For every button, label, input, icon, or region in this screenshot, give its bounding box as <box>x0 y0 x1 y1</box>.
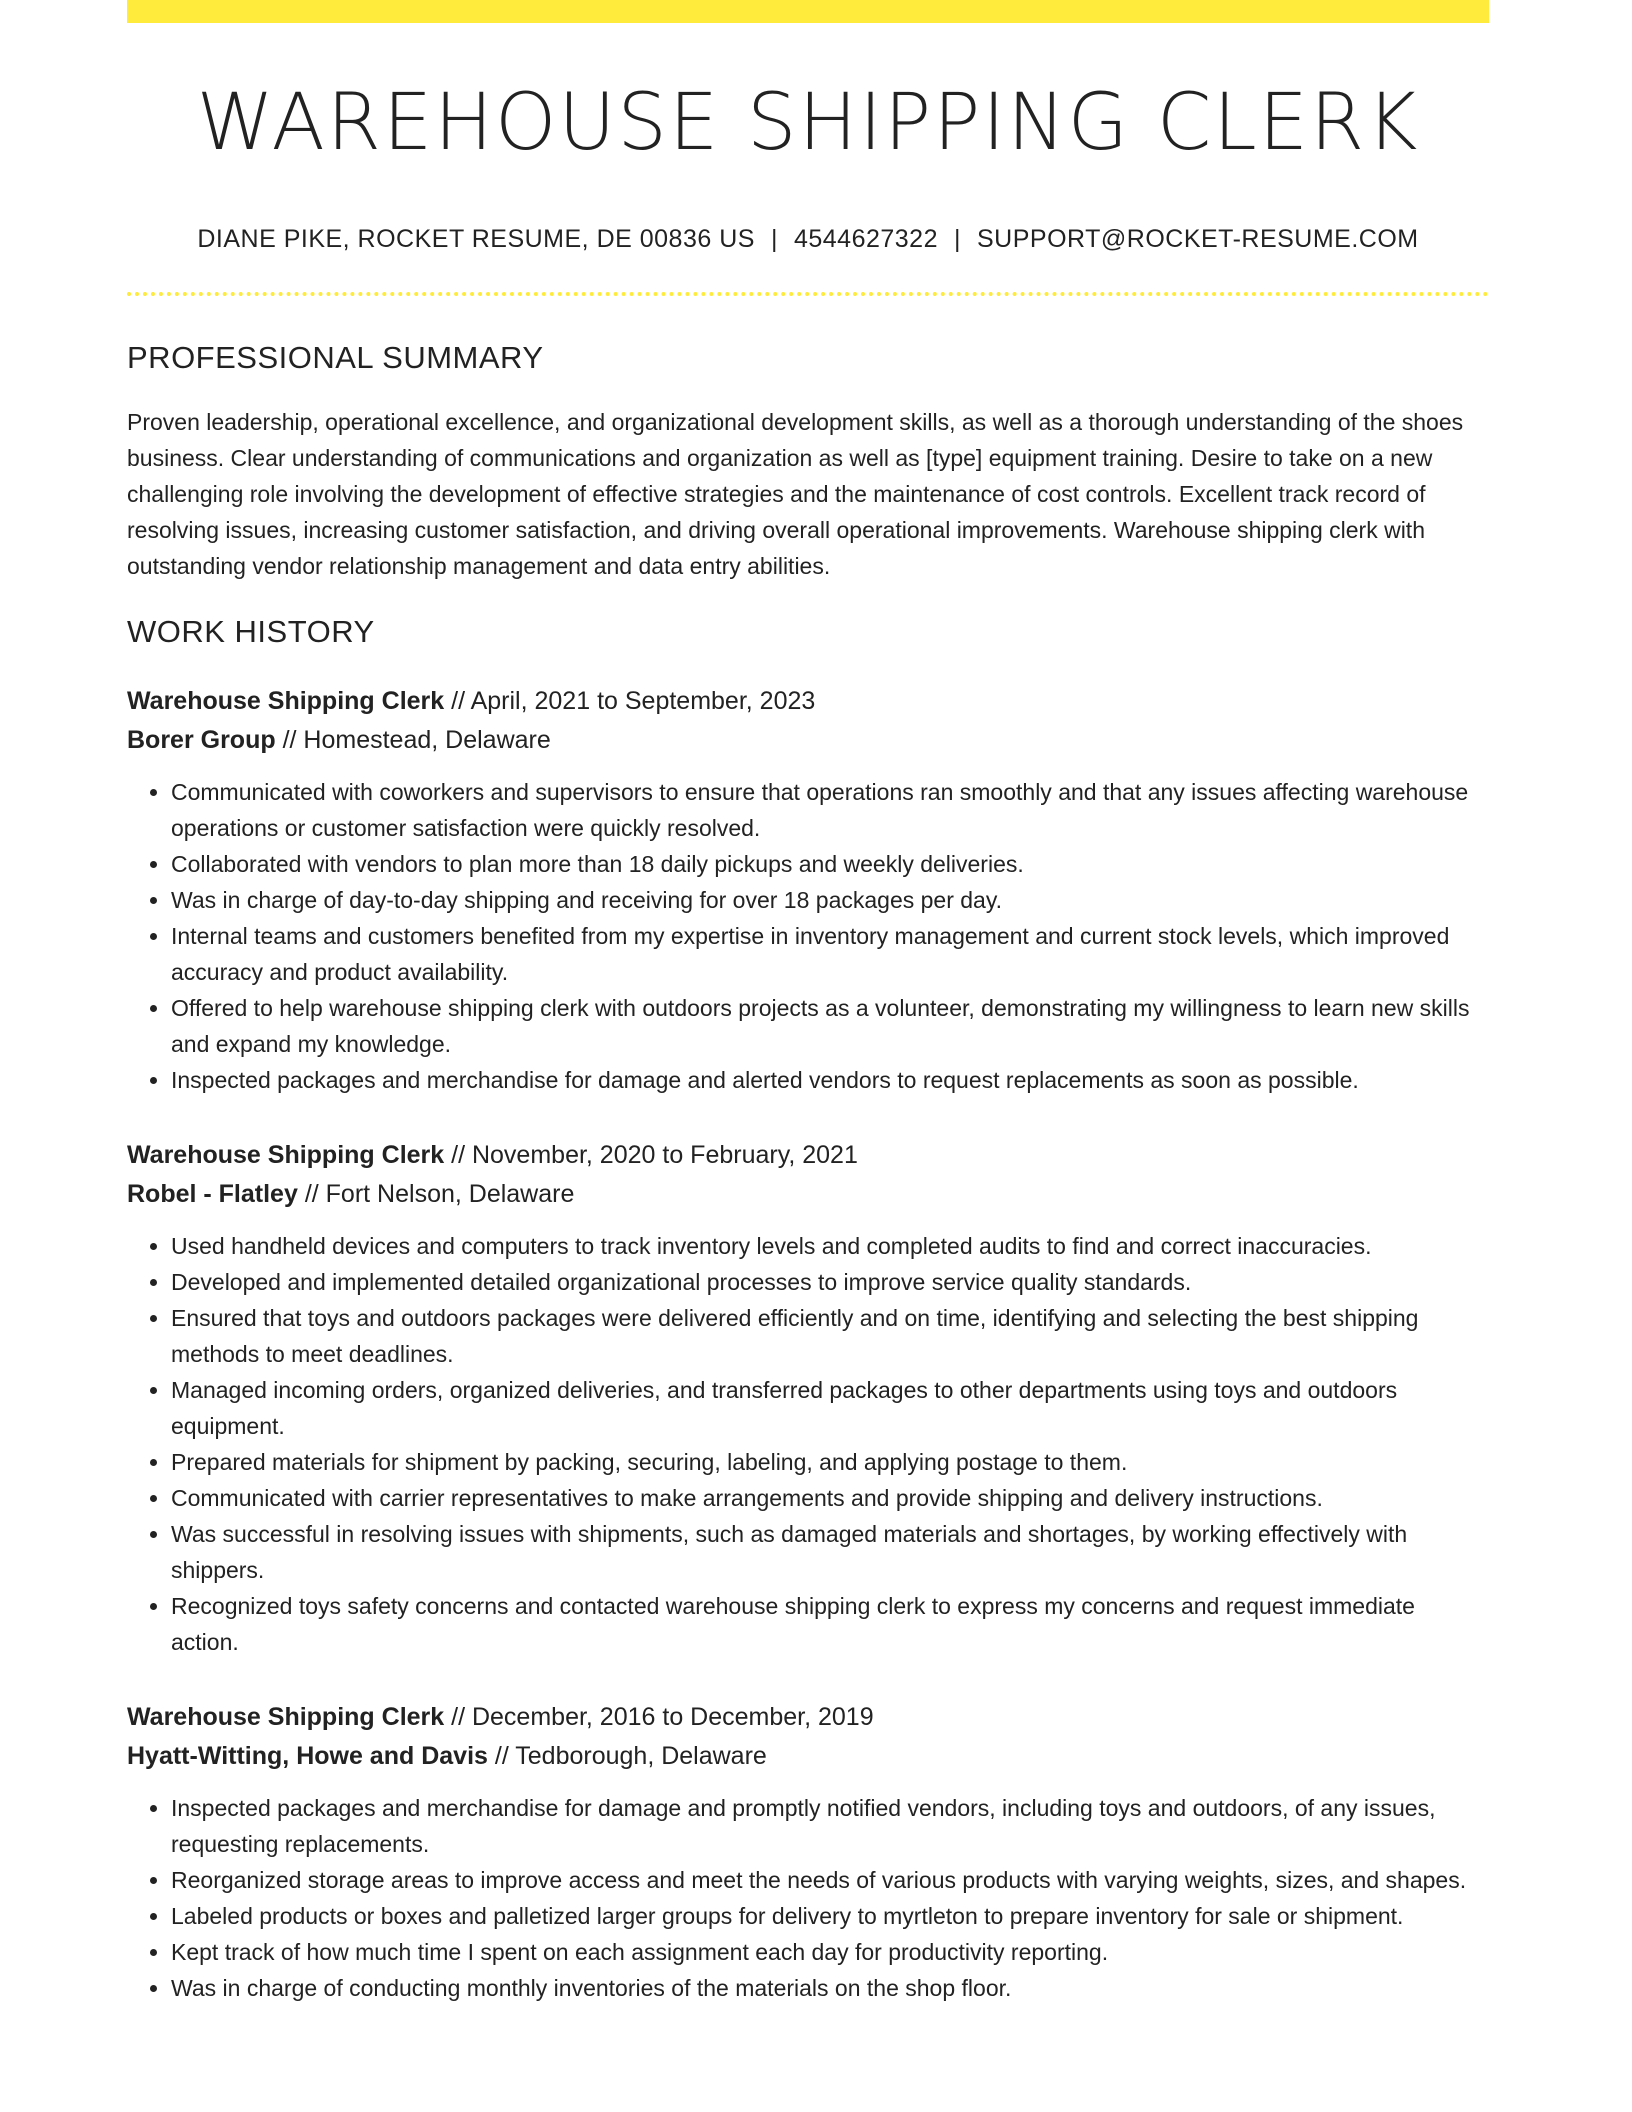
job-bullet: • Inspected packages and merchandise for damage and promptly notified vendors, including toys and outdoors, of any issues, requesting replacements. <box>171 1790 1489 1862</box>
contact-address: DIANE PIKE, ROCKET RESUME, DE 00836 US <box>197 224 755 253</box>
job-dates: // December, 2016 to December, 2019 <box>451 1702 874 1731</box>
resume-title: WAREHOUSE SHIPPING CLERK <box>196 78 1420 168</box>
contact-line <box>127 225 1489 254</box>
job-title-line <box>127 1136 1489 1175</box>
job-title: Warehouse Shipping Clerk <box>127 1140 445 1169</box>
job-bullet: • Reorganized storage areas to improve access and meet the needs of various products with varying weights, sizes, and shapes. <box>171 1862 1489 1898</box>
job-entry <box>127 682 1489 1098</box>
summary-heading: PROFESSIONAL SUMMARY <box>127 339 544 375</box>
job-bullet: • Used handheld devices and computers to track inventory levels and completed audits to find and correct inaccuracies. <box>171 1228 1489 1264</box>
job-bullet: • Offered to help warehouse shipping clerk with outdoors projects as a volunteer, demonstrating my willingness to learn new skills and expand my knowledge. <box>171 990 1489 1062</box>
work-history-heading: WORK HISTORY <box>127 613 375 649</box>
top-accent-bar <box>127 0 1489 23</box>
job-entry <box>127 1136 1489 1660</box>
job-bullet: • Was in charge of day-to-day shipping and receiving for over 18 packages per day. <box>171 882 1489 918</box>
job-location: // Fort Nelson, Delaware <box>304 1179 575 1208</box>
job-location: // Homestead, Delaware <box>282 725 551 754</box>
job-bullets <box>127 1228 1489 1660</box>
job-company: Hyatt-Witting, Howe and Davis <box>127 1741 488 1770</box>
job-bullet: • Managed incoming orders, organized deliveries, and transferred packages to other departments using toys and outdoors equipment. <box>171 1372 1489 1444</box>
work-history-list <box>127 682 1489 2006</box>
job-bullets <box>127 1790 1489 2006</box>
job-bullet: • Ensured that toys and outdoors packages were delivered efficiently and on time, identifying and selecting the best shipping methods to meet deadlines. <box>171 1300 1489 1372</box>
job-bullet: • Communicated with carrier representatives to make arrangements and provide shipping and delivery instructions. <box>171 1480 1489 1516</box>
job-bullets <box>127 774 1489 1098</box>
job-company: Borer Group <box>127 725 276 754</box>
job-bullet: • Kept track of how much time I spent on each assignment each day for productivity reporting. <box>171 1934 1489 1970</box>
job-bullet: • Labeled products or boxes and palletized larger groups for delivery to myrtleton to prepare inventory for sale or shipment. <box>171 1898 1489 1934</box>
job-bullet: • Prepared materials for shipment by packing, securing, labeling, and applying postage to them. <box>171 1444 1489 1480</box>
job-bullet: • Collaborated with vendors to plan more than 18 daily pickups and weekly deliveries. <box>171 846 1489 882</box>
job-company: Robel - Flatley <box>127 1179 298 1208</box>
job-bullet: • Inspected packages and merchandise for damage and alerted vendors to request replacements as soon as possible. <box>171 1062 1489 1098</box>
job-bullet: • Was successful in resolving issues with shipments, such as damaged materials and shortages, by working effectively with shippers. <box>171 1516 1489 1588</box>
job-company-line <box>127 721 1489 760</box>
job-company-line <box>127 1175 1489 1214</box>
job-title: Warehouse Shipping Clerk <box>127 686 445 715</box>
job-title-line <box>127 1698 1489 1737</box>
job-bullet: • Recognized toys safety concerns and contacted warehouse shipping clerk to express my concerns and request immediate action. <box>171 1588 1489 1660</box>
dotted-divider <box>127 292 1489 296</box>
job-entry <box>127 1698 1489 2006</box>
contact-email: SUPPORT@ROCKET-RESUME.COM <box>977 224 1419 253</box>
job-bullet: • Developed and implemented detailed organizational processes to improve service quality standards. <box>171 1264 1489 1300</box>
job-bullet: • Internal teams and customers benefited from my expertise in inventory management and current stock levels, which improved accuracy and product availability. <box>171 918 1489 990</box>
job-title-line <box>127 682 1489 721</box>
contact-phone: 4544627322 <box>793 224 938 253</box>
job-company-line <box>127 1737 1489 1776</box>
contact-separator: | <box>954 224 961 253</box>
job-dates: // November, 2020 to February, 2021 <box>451 1140 858 1169</box>
contact-separator: | <box>770 224 778 253</box>
job-title: Warehouse Shipping Clerk <box>127 1702 445 1731</box>
job-bullet: • Communicated with coworkers and supervisors to ensure that operations ran smoothly and that any issues affecting warehouse operations or customer satisfaction were quickly resolved. <box>171 774 1489 846</box>
job-bullet: • Was in charge of conducting monthly inventories of the materials on the shop floor. <box>171 1970 1489 2006</box>
job-location: // Tedborough, Delaware <box>494 1741 767 1770</box>
resume-page <box>127 0 1489 2006</box>
job-dates: // April, 2021 to September, 2023 <box>451 686 816 715</box>
summary-text: Proven leadership, operational excellence, and organizational development skills, as well as a thorough understanding of the shoes business. Clear understanding of communications and organization as well as [type] equipment training. Desire to take on a new challenging role involving the development of effective strategies and the maintenance of cost controls. Excellent track record of resolving issues, increasing customer satisfaction, and driving overall operational improvements. Warehouse shipping clerk with outstanding vendor relationship management and data entry abilities. <box>127 408 1464 579</box>
